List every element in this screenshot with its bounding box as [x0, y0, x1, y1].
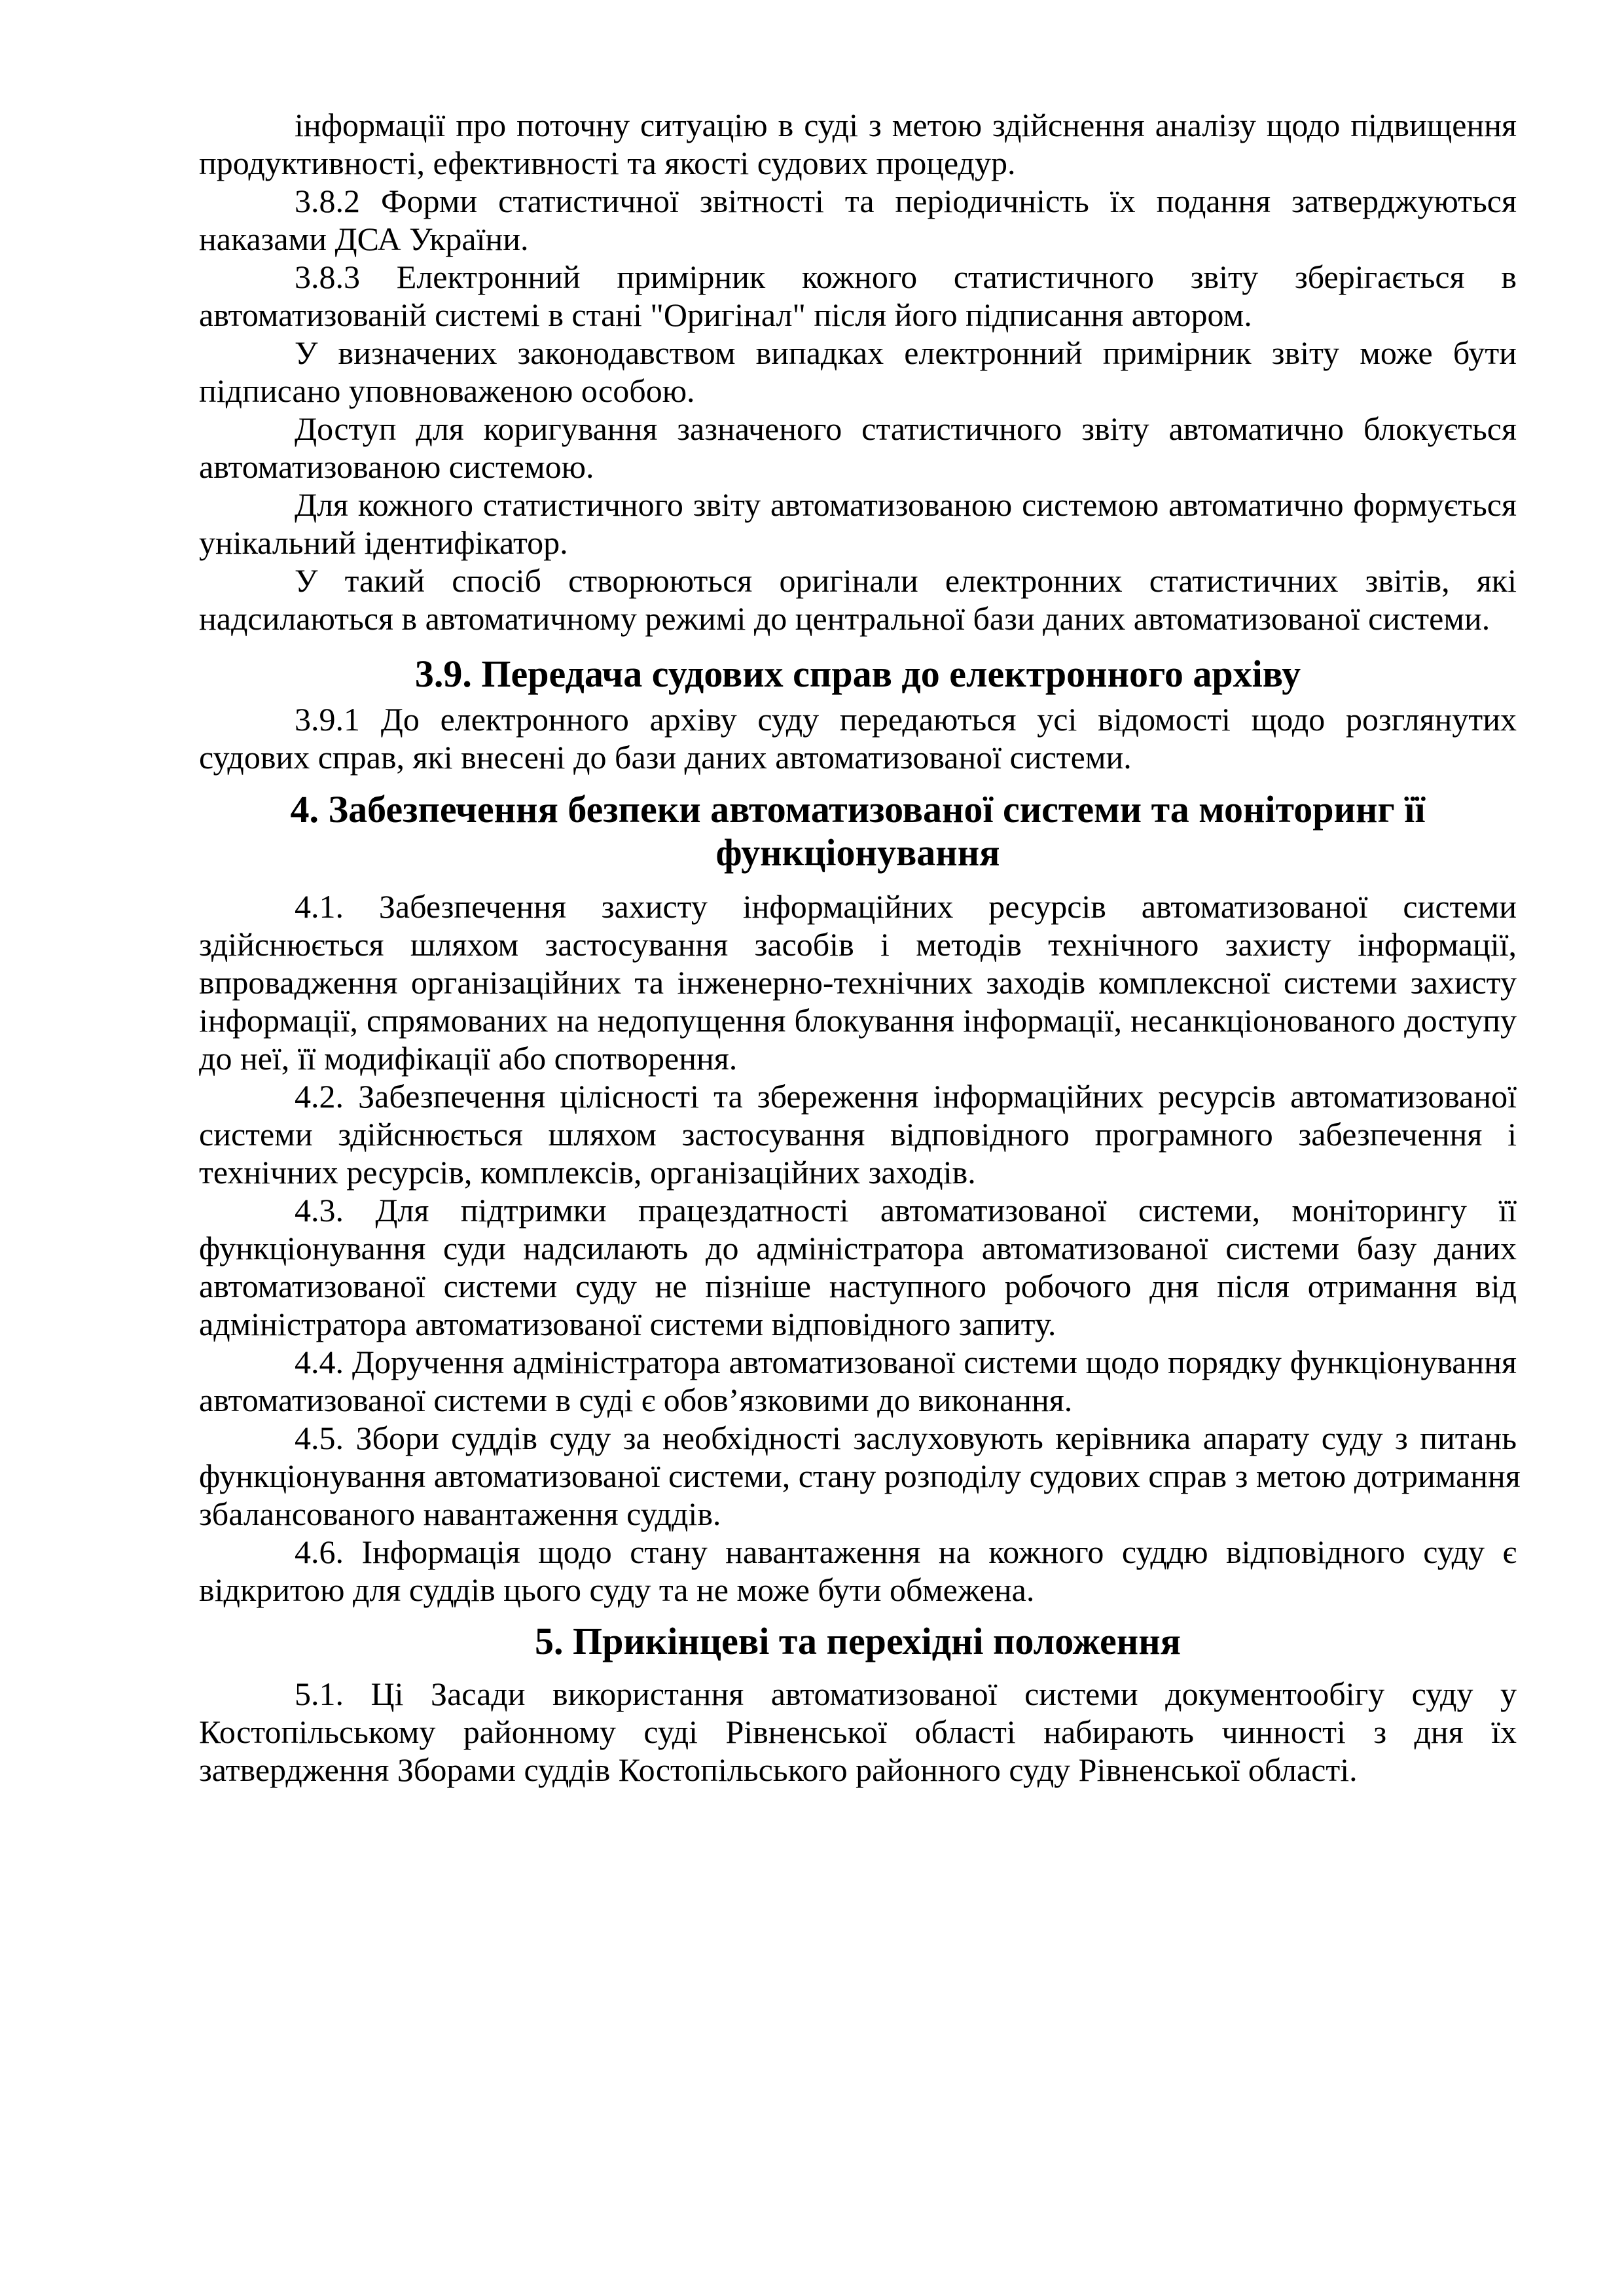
text-line: надсилаються в автоматичному режимі до центральної бази даних автоматизованої системи.: [199, 600, 1490, 637]
text-line: автоматизованій системі в стані "Оригінал" після його підписання автором.: [199, 296, 1252, 333]
text-line: автоматизованої системи в суді є обов’язковими до виконання.: [199, 1382, 1073, 1418]
paragraph: [199, 334, 1517, 410]
text-line: 5.1. Ці Засади використання автоматизованої системи документообігу суду у: [295, 1676, 1517, 1712]
text-line: 3.9.1 До електронного архіву суду передаються усі відомості щодо розглянутих: [295, 701, 1517, 738]
text-line: підписано уповноваженою особою.: [199, 372, 695, 409]
text-line: 4.3. Для підтримки працездатності автоматизованої системи, моніторингу її: [295, 1192, 1517, 1229]
text-line: інформації про поточну ситуацію в суді з метою здійснення аналізу щодо підвищення: [295, 107, 1517, 143]
heading-3-9: 3.9. Передача судових справ до електронного архіву: [414, 653, 1301, 695]
paragraph: [199, 1533, 1517, 1609]
text-line: затвердження Зборами суддів Костопільського районного суду Рівненської області.: [199, 1751, 1358, 1788]
text-line: відкритою для суддів цього суду та не може бути обмежена.: [199, 1571, 1035, 1608]
section-4-paragraphs: [199, 888, 1521, 1609]
paragraph: [199, 1077, 1517, 1191]
text-line: технічних ресурсів, комплексів, організаційних заходів.: [199, 1154, 976, 1191]
paragraph: [199, 1343, 1517, 1419]
text-line: У такий спосіб створюються оригінали електронних статистичних звітів, які: [295, 562, 1517, 599]
paragraph: [199, 1191, 1517, 1343]
paragraph: [199, 410, 1517, 486]
text-line: унікальний ідентифікатор.: [199, 524, 568, 561]
text-line: Доступ для коригування зазначеного статистичного звіту автоматично блокується: [295, 410, 1517, 447]
text-line: функціонування автоматизованої системи, стану розподілу судових справ з метою дотримання: [199, 1458, 1521, 1494]
paragraph: [199, 700, 1517, 776]
text-line: 3.8.3 Електронний примірник кожного статистичного звіту зберігається в: [295, 259, 1517, 295]
heading-4-line-1: 4. Забезпечення безпеки автоматизованої системи та моніторинг її: [290, 788, 1426, 831]
paragraph: [199, 562, 1517, 637]
paragraph: [199, 888, 1517, 1077]
text-line: інформації, спрямованих на недопущення блокування інформації, несанкціонованого доступу: [199, 1002, 1517, 1039]
text-line: Для кожного статистичного звіту автоматизованою системою автоматично формується: [295, 486, 1517, 523]
text-line: впровадження організаційних та інженерно-технічних заходів комплексної системи захисту: [199, 964, 1517, 1001]
text-line: системи здійснюється шляхом застосування відповідного програмного забезпечення і: [199, 1116, 1517, 1153]
text-line: 3.8.2 Форми статистичної звітності та періодичність їх подання затверджуються: [295, 183, 1517, 219]
text-line: 4.4. Доручення адміністратора автоматизованої системи щодо порядку функціонування: [295, 1344, 1517, 1380]
document-page: [199, 106, 1521, 1789]
heading-5: 5. Прикінцеві та перехідні положення: [534, 1620, 1182, 1662]
text-line: до неї, її модифікації або спотворення.: [199, 1040, 738, 1077]
text-line: 4.2. Забезпечення цілісності та збереження інформаційних ресурсів автоматизованої: [295, 1078, 1517, 1115]
text-line: Костопільському районному суді Рівненської області набирають чинності з дня їх: [199, 1713, 1517, 1750]
text-line: У визначених законодавством випадках електронний примірник звіту може бути: [295, 334, 1517, 371]
paragraph: [199, 258, 1517, 334]
text-line: функціонування суди надсилають до адміністратора автоматизованої системи базу даних: [199, 1230, 1517, 1266]
heading-4-line-2: функціонування: [715, 831, 1000, 874]
text-line: здійснюється шляхом застосування засобів і методів технічного захисту інформації,: [199, 926, 1517, 963]
text-line: 4.5. Збори суддів суду за необхідності заслуховують керівника апарату суду з питань: [295, 1420, 1517, 1456]
text-line: 4.1. Забезпечення захисту інформаційних ресурсів автоматизованої системи: [295, 888, 1517, 925]
paragraph: [199, 1675, 1517, 1789]
paragraph: [199, 106, 1517, 182]
section-3-8-paragraphs: [199, 106, 1517, 637]
text-line: автоматизованої системи суду не пізніше наступного робочого дня після отримання від: [199, 1268, 1517, 1304]
paragraph: [199, 486, 1517, 562]
text-line: автоматизованою системою.: [199, 448, 594, 485]
text-line: продуктивності, ефективності та якості судових процедур.: [199, 145, 1016, 181]
text-line: 4.6. Інформація щодо стану навантаження на кожного суддю відповідного суду є: [295, 1534, 1517, 1570]
section-3-9-paragraphs: [199, 700, 1517, 776]
text-line: наказами ДСА України.: [199, 221, 529, 257]
paragraph: [199, 182, 1517, 258]
text-line: адміністратора автоматизованої системи відповідного запиту.: [199, 1306, 1056, 1342]
text-line: збалансованого навантаження суддів.: [199, 1496, 721, 1532]
text-line: судових справ, які внесені до бази даних автоматизованої системи.: [199, 739, 1132, 776]
paragraph: [199, 1419, 1521, 1533]
section-5-paragraphs: [199, 1675, 1517, 1789]
heading-4: [199, 788, 1517, 874]
